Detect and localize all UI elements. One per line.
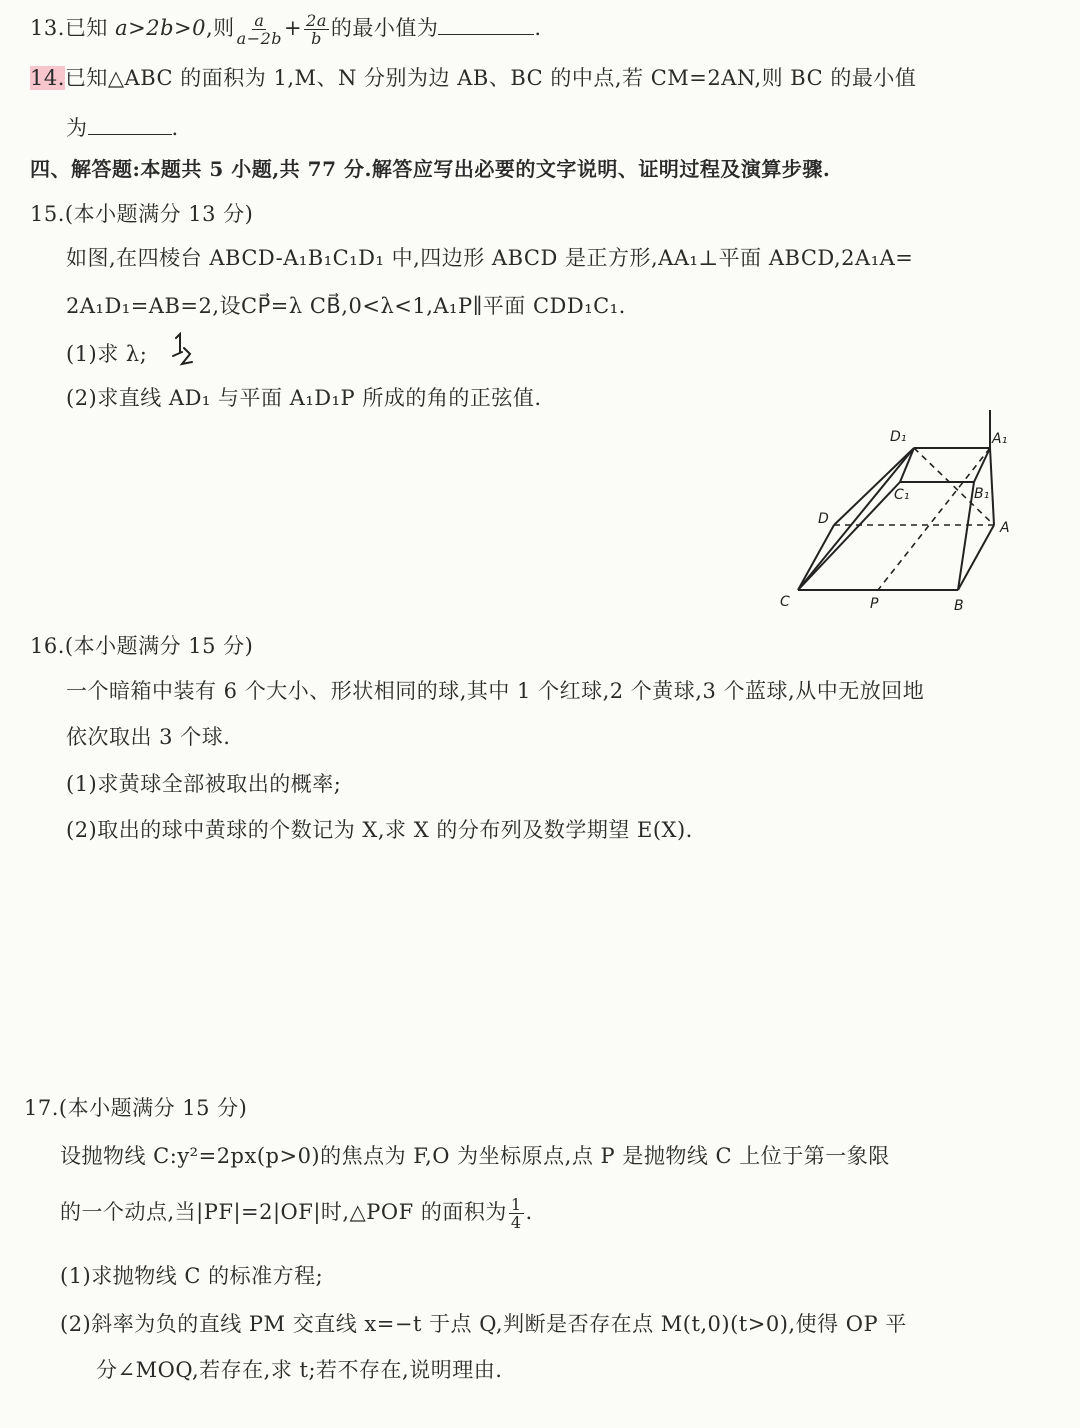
question-number: 13.: [30, 16, 65, 40]
question-15-line1: 如图,在四棱台 ABCD-A₁B₁C₁D₁ 中,四边形 ABCD 是正方形,AA₁⊥平面 ABCD,2A₁A=: [66, 246, 914, 270]
hidden-edge-A1P: [878, 448, 990, 590]
answer-blank: [438, 16, 534, 35]
question-text: 已知△ABC 的面积为 1,M、N 分别为边 AB、BC 的中点,若 CM=2AN,则 BC 的最小值: [64, 66, 917, 90]
label-B: B: [954, 598, 964, 614]
question-14: [30, 64, 916, 92]
question-17-header: 17.(本小题满分 15 分): [24, 1096, 248, 1120]
denominator: b: [311, 29, 322, 48]
denominator: a−2b: [236, 29, 283, 48]
text: 的最小值为: [330, 16, 439, 40]
question-14-line2: [66, 114, 179, 142]
label-B1: B₁: [974, 486, 990, 502]
text: .: [171, 116, 179, 140]
edge-AA1: [990, 448, 994, 525]
label-A1: A₁: [992, 431, 1008, 447]
question-13: [30, 12, 542, 47]
question-16-part2: (2)取出的球中黄球的个数记为 X,求 X 的分布列及数学期望 E(X).: [66, 818, 693, 842]
question-17-line1: 设抛物线 C:y²=2px(p>0)的焦点为 F,O 为坐标原点,点 P 是抛物线 C 上位于第一象限: [60, 1144, 890, 1168]
question-17-part2: (2)斜率为负的直线 PM 交直线 x=−t 于点 Q,判断是否存在点 M(t,0)(t>0),使得 OP 平: [60, 1312, 907, 1336]
text: 为: [66, 116, 88, 140]
label-A: A: [1000, 520, 1010, 536]
question-16-header: 16.(本小题满分 15 分): [30, 634, 254, 658]
label-P: P: [870, 596, 879, 612]
text: ,则: [205, 16, 235, 40]
handwritten-mark: [168, 332, 198, 368]
edge-A1B1: [974, 448, 990, 482]
label-D: D: [818, 511, 829, 527]
label-C1: C₁: [894, 487, 910, 503]
numerator: 1: [510, 1195, 522, 1214]
edge-C1D1: [900, 448, 914, 482]
numerator: 2a: [306, 11, 327, 30]
question-16-line2: 依次取出 3 个球.: [66, 725, 231, 749]
question-15-line2: 2A₁D₁=AB=2,设CP⃗=λ CB⃗,0<λ<1,A₁P∥平面 CDD₁C₁.: [66, 294, 626, 318]
section-heading: 四、解答题:本题共 5 小题,共 77 分.解答应写出必要的文字说明、证明过程及演算步骤.: [30, 157, 831, 181]
text: .: [534, 16, 542, 40]
text: .: [525, 1200, 533, 1224]
text: 的一个动点,当|PF|=2|OF|时,△POF 的面积为: [60, 1200, 507, 1224]
text: 已知: [64, 16, 116, 40]
fraction: [509, 1196, 524, 1231]
condition: a>2b>0: [115, 16, 206, 40]
edge-CC1: [798, 482, 900, 590]
answer-blank: [88, 116, 172, 135]
denominator: 4: [510, 1213, 522, 1232]
numerator: a: [254, 11, 265, 30]
question-17-line2: [60, 1196, 533, 1231]
plus-sign: +: [284, 16, 303, 40]
question-17-part2-line2: 分∠MOQ,若存在,求 t;若不存在,说明理由.: [96, 1358, 503, 1382]
fraction: [304, 12, 329, 47]
fraction: [237, 12, 282, 47]
question-16-part1: (1)求黄球全部被取出的概率;: [66, 772, 342, 796]
question-number-highlighted: 14.: [30, 66, 65, 90]
question-17-part1: (1)求抛物线 C 的标准方程;: [60, 1264, 324, 1288]
question-15-part2: (2)求直线 AD₁ 与平面 A₁D₁P 所成的角的正弦值.: [66, 386, 542, 410]
frustum-figure: [770, 405, 1030, 620]
question-15-part1: (1)求 λ;: [66, 342, 148, 366]
label-C: C: [780, 594, 790, 610]
question-15-header: 15.(本小题满分 13 分): [30, 202, 254, 226]
label-D1: D₁: [890, 429, 907, 445]
edge-CD1: [798, 448, 914, 590]
question-16-line1: 一个暗箱中装有 6 个大小、形状相同的球,其中 1 个红球,2 个黄球,3 个蓝球,从中无放回地: [66, 679, 925, 703]
